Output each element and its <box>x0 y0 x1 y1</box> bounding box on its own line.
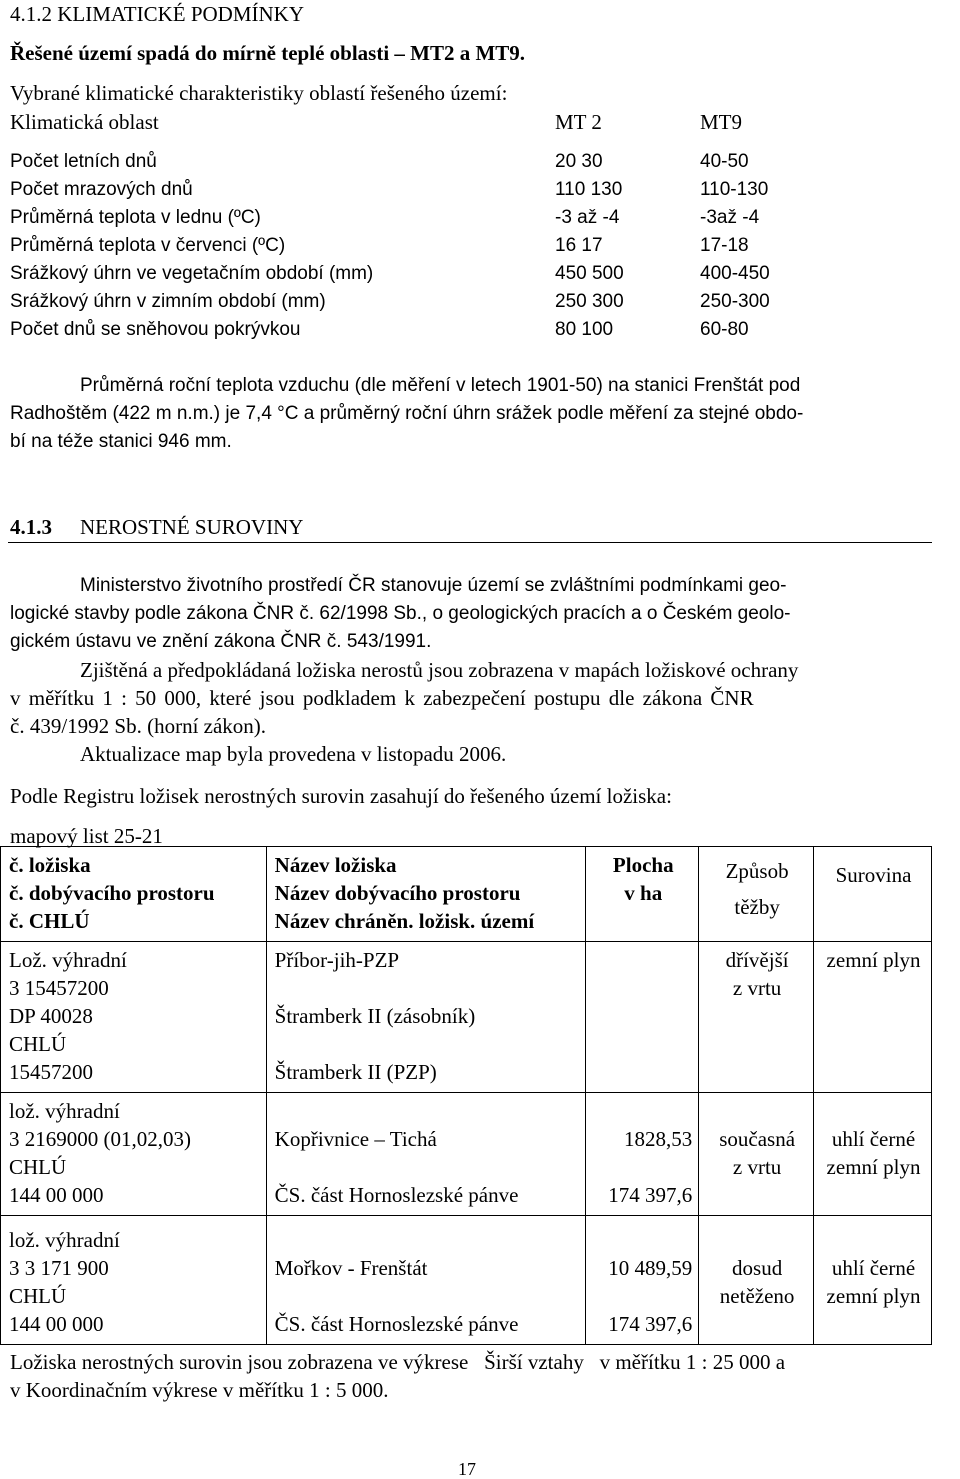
climate-row-mt2: 110 130 <box>555 179 623 200</box>
closing-line: Ložiska nerostných surovin jsou zobrazena ve výkrese Širší vztahy v měřítku 1 : 25 000 a <box>10 1350 786 1374</box>
cell-gap <box>275 1226 580 1254</box>
cell-line: 3 15457200 <box>9 976 109 1000</box>
cell-line: lož. výhradní <box>9 1228 120 1252</box>
cell-line: zemní plyn <box>826 1155 921 1179</box>
cell-gap <box>707 1226 807 1254</box>
header-line: Název dobývacího prostoru <box>274 881 521 905</box>
cell-line: Mořkov - Frenštát <box>274 1256 428 1280</box>
register-intro: Podle Registru ložisek nerostných surovin zasahují do řešeného území ložiska: <box>10 784 672 808</box>
table-row <box>1 1093 932 1216</box>
minerals-paragraph-line: v měřítku 1 : 50 000, které jsou podkladem k zabezpečení postupu dle zákona ČNR <box>10 686 754 710</box>
cell-line: netěženo <box>719 1284 795 1308</box>
deposits-table <box>0 846 932 1345</box>
cell-gap <box>275 1030 580 1058</box>
header-line: těžby <box>734 895 780 919</box>
deposit-area <box>586 1093 699 1216</box>
climate-row-label: Počet dnů se sněhovou pokrývkou <box>10 319 301 340</box>
section-heading-climate: 4.1.2 KLIMATICKÉ PODMÍNKY <box>10 2 304 26</box>
cell-line: 1828,53 <box>623 1127 693 1151</box>
cell-line: 3 3 171 900 <box>9 1256 109 1280</box>
deposit-ids <box>1 1216 267 1345</box>
map-update-note: Aktualizace map byla provedena v listopadu 2006. <box>80 742 507 766</box>
cell-line: 144 00 000 <box>9 1312 104 1336</box>
climate-row-mt2: 16 17 <box>555 235 603 256</box>
climate-row-mt9: 400-450 <box>700 263 770 284</box>
section-heading-rule <box>8 542 932 543</box>
climate-row-label: Srážkový úhrn v zimním období (mm) <box>10 291 326 312</box>
cell-line: Štramberk II (zásobník) <box>274 1004 476 1028</box>
cell-line: CHLÚ <box>9 1155 67 1179</box>
minerals-paragraph-line: č. 439/1992 Sb. (horní zákon). <box>10 714 267 738</box>
cell-line: 174 397,6 <box>608 1312 693 1336</box>
cell-gap <box>822 1226 925 1254</box>
cell-gap <box>275 1153 580 1181</box>
deposit-area <box>586 1216 699 1345</box>
cell-gap <box>275 1282 580 1310</box>
deposit-material <box>814 1216 932 1345</box>
climate-row-mt9: 110-130 <box>700 179 769 200</box>
header-line: č. dobývacího prostoru <box>9 881 215 905</box>
deposit-names <box>266 942 586 1093</box>
closing-line: v Koordinačním výkrese v měřítku 1 : 5 000. <box>10 1378 389 1402</box>
climate-paragraph-line: Průměrná roční teplota vzduchu (dle měření v letech 1901-50) na stanici Frenštát pod <box>80 375 801 396</box>
deposit-area <box>586 942 699 1093</box>
header-deposit-number <box>1 847 267 942</box>
climate-row-mt2: 80 100 <box>555 319 614 340</box>
header-mining-method <box>699 847 814 942</box>
climate-table-intro: Vybrané klimatické charakteristiky oblastí řešeného území: <box>10 81 508 105</box>
map-sheet-label: mapový list 25-21 <box>10 824 163 848</box>
climate-row-label: Srážkový úhrn ve vegetačním období (mm) <box>10 263 374 284</box>
climate-row-mt9: 17-18 <box>700 235 749 256</box>
cell-gap <box>707 1097 807 1125</box>
cell-line: dosud <box>732 1256 783 1280</box>
cell-line: 144 00 000 <box>9 1183 104 1207</box>
climate-header-label: Klimatická oblast <box>10 110 159 134</box>
cell-line: CHLÚ <box>9 1284 67 1308</box>
cell-gap <box>594 1153 692 1181</box>
climate-paragraph-line: bí na téže stanici 946 mm. <box>10 431 232 452</box>
climate-header-mt2: MT 2 <box>555 110 602 134</box>
cell-line: zemní plyn <box>826 1284 921 1308</box>
cell-line: 10 489,59 <box>608 1256 693 1280</box>
header-line: Plocha <box>612 853 674 877</box>
cell-line: uhlí černé <box>831 1256 916 1280</box>
cell-line: současná <box>719 1127 796 1151</box>
climate-row-label: Průměrná teplota v červenci (ºC) <box>10 235 286 256</box>
header-line: č. CHLÚ <box>9 909 90 933</box>
climate-row-mt9: -3až -4 <box>700 207 760 228</box>
climate-row-mt2: -3 až -4 <box>555 207 620 228</box>
cell-gap <box>594 1226 692 1254</box>
deposit-names <box>266 1093 586 1216</box>
header-line: Surovina <box>835 863 912 887</box>
header-line: č. ložiska <box>9 853 91 877</box>
deposit-ids <box>1 942 267 1093</box>
header-deposit-name <box>266 847 586 942</box>
table-row <box>1 942 932 1093</box>
deposits-table-header <box>1 847 932 942</box>
section-number-minerals: 4.1.3 <box>10 515 52 539</box>
climate-header-mt9: MT9 <box>700 110 742 134</box>
climate-row-mt2: 250 300 <box>555 291 624 312</box>
page-number: 17 <box>458 1459 476 1479</box>
deposit-material <box>814 1093 932 1216</box>
cell-line: Kopřivnice – Tichá <box>274 1127 437 1151</box>
minerals-paragraph-line: gickém ústavu ve znění zákona ČNR č. 543/1991. <box>10 631 432 652</box>
deposit-method <box>699 1093 814 1216</box>
cell-line: 174 397,6 <box>608 1183 693 1207</box>
climate-paragraph-line: Radhoštěm (422 m n.m.) je 7,4 °C a průměrný roční úhrn srážek podle měření za stejné obdo- <box>10 403 804 424</box>
cell-gap <box>275 1097 580 1125</box>
cell-line: dřívější <box>725 948 789 972</box>
section-heading-minerals: NEROSTNÉ SUROVINY <box>80 515 304 539</box>
cell-line: Lož. výhradní <box>9 948 127 972</box>
cell-line: 15457200 <box>9 1060 93 1084</box>
cell-gap <box>822 1097 925 1125</box>
minerals-paragraph-line: Zjištěná a předpokládaná ložiska nerostů jsou zobrazena v mapách ložiskové ochrany <box>80 658 799 682</box>
cell-line: zemní plyn <box>826 948 921 972</box>
climate-row-mt2: 20 30 <box>555 151 603 172</box>
cell-line: Příbor-jih-PZP <box>274 948 400 972</box>
cell-line: ČS. část Hornoslezské pánve <box>274 1312 519 1336</box>
cell-line: DP 40028 <box>9 1004 93 1028</box>
deposit-ids <box>1 1093 267 1216</box>
cell-line: lož. výhradní <box>9 1099 120 1123</box>
climate-row-label: Počet mrazových dnů <box>10 179 193 200</box>
area-sentence: Řešené území spadá do mírně teplé oblasti – MT2 a MT9. <box>10 41 526 65</box>
deposit-method <box>699 1216 814 1345</box>
header-line: Způsob <box>725 859 789 883</box>
cell-line: 3 2169000 (01,02,03) <box>9 1127 191 1151</box>
climate-row-mt9: 250-300 <box>700 291 770 312</box>
header-line: v ha <box>624 881 663 905</box>
cell-line: CHLÚ <box>9 1032 67 1056</box>
climate-row-mt9: 60-80 <box>700 319 749 340</box>
header-line: Název chráněn. ložisk. území <box>274 909 535 933</box>
deposit-material <box>814 942 932 1093</box>
minerals-paragraph-line: Ministerstvo životního prostředí ČR stanovuje území se zvláštními podmínkami geo- <box>80 575 787 596</box>
cell-gap <box>275 974 580 1002</box>
cell-line: z vrtu <box>732 1155 782 1179</box>
climate-row-label: Počet letních dnů <box>10 151 157 172</box>
table-row <box>1 1216 932 1345</box>
climate-row-mt2: 450 500 <box>555 263 624 284</box>
header-area <box>586 847 699 942</box>
cell-line: z vrtu <box>732 976 782 1000</box>
header-raw-material <box>814 847 932 942</box>
cell-line: uhlí černé <box>831 1127 916 1151</box>
cell-line: ČS. část Hornoslezské pánve <box>274 1183 519 1207</box>
header-line: Název ložiska <box>274 853 397 877</box>
cell-gap <box>594 1097 692 1125</box>
climate-row-mt9: 40-50 <box>700 151 749 172</box>
deposit-names <box>266 1216 586 1345</box>
climate-row-label: Průměrná teplota v lednu (ºC) <box>10 207 261 228</box>
minerals-paragraph-line: logické stavby podle zákona ČNR č. 62/1998 Sb., o geologických pracích a o Českém geolo- <box>10 603 791 624</box>
deposit-method <box>699 942 814 1093</box>
cell-line: Štramberk II (PZP) <box>274 1060 437 1084</box>
cell-gap <box>594 1282 692 1310</box>
